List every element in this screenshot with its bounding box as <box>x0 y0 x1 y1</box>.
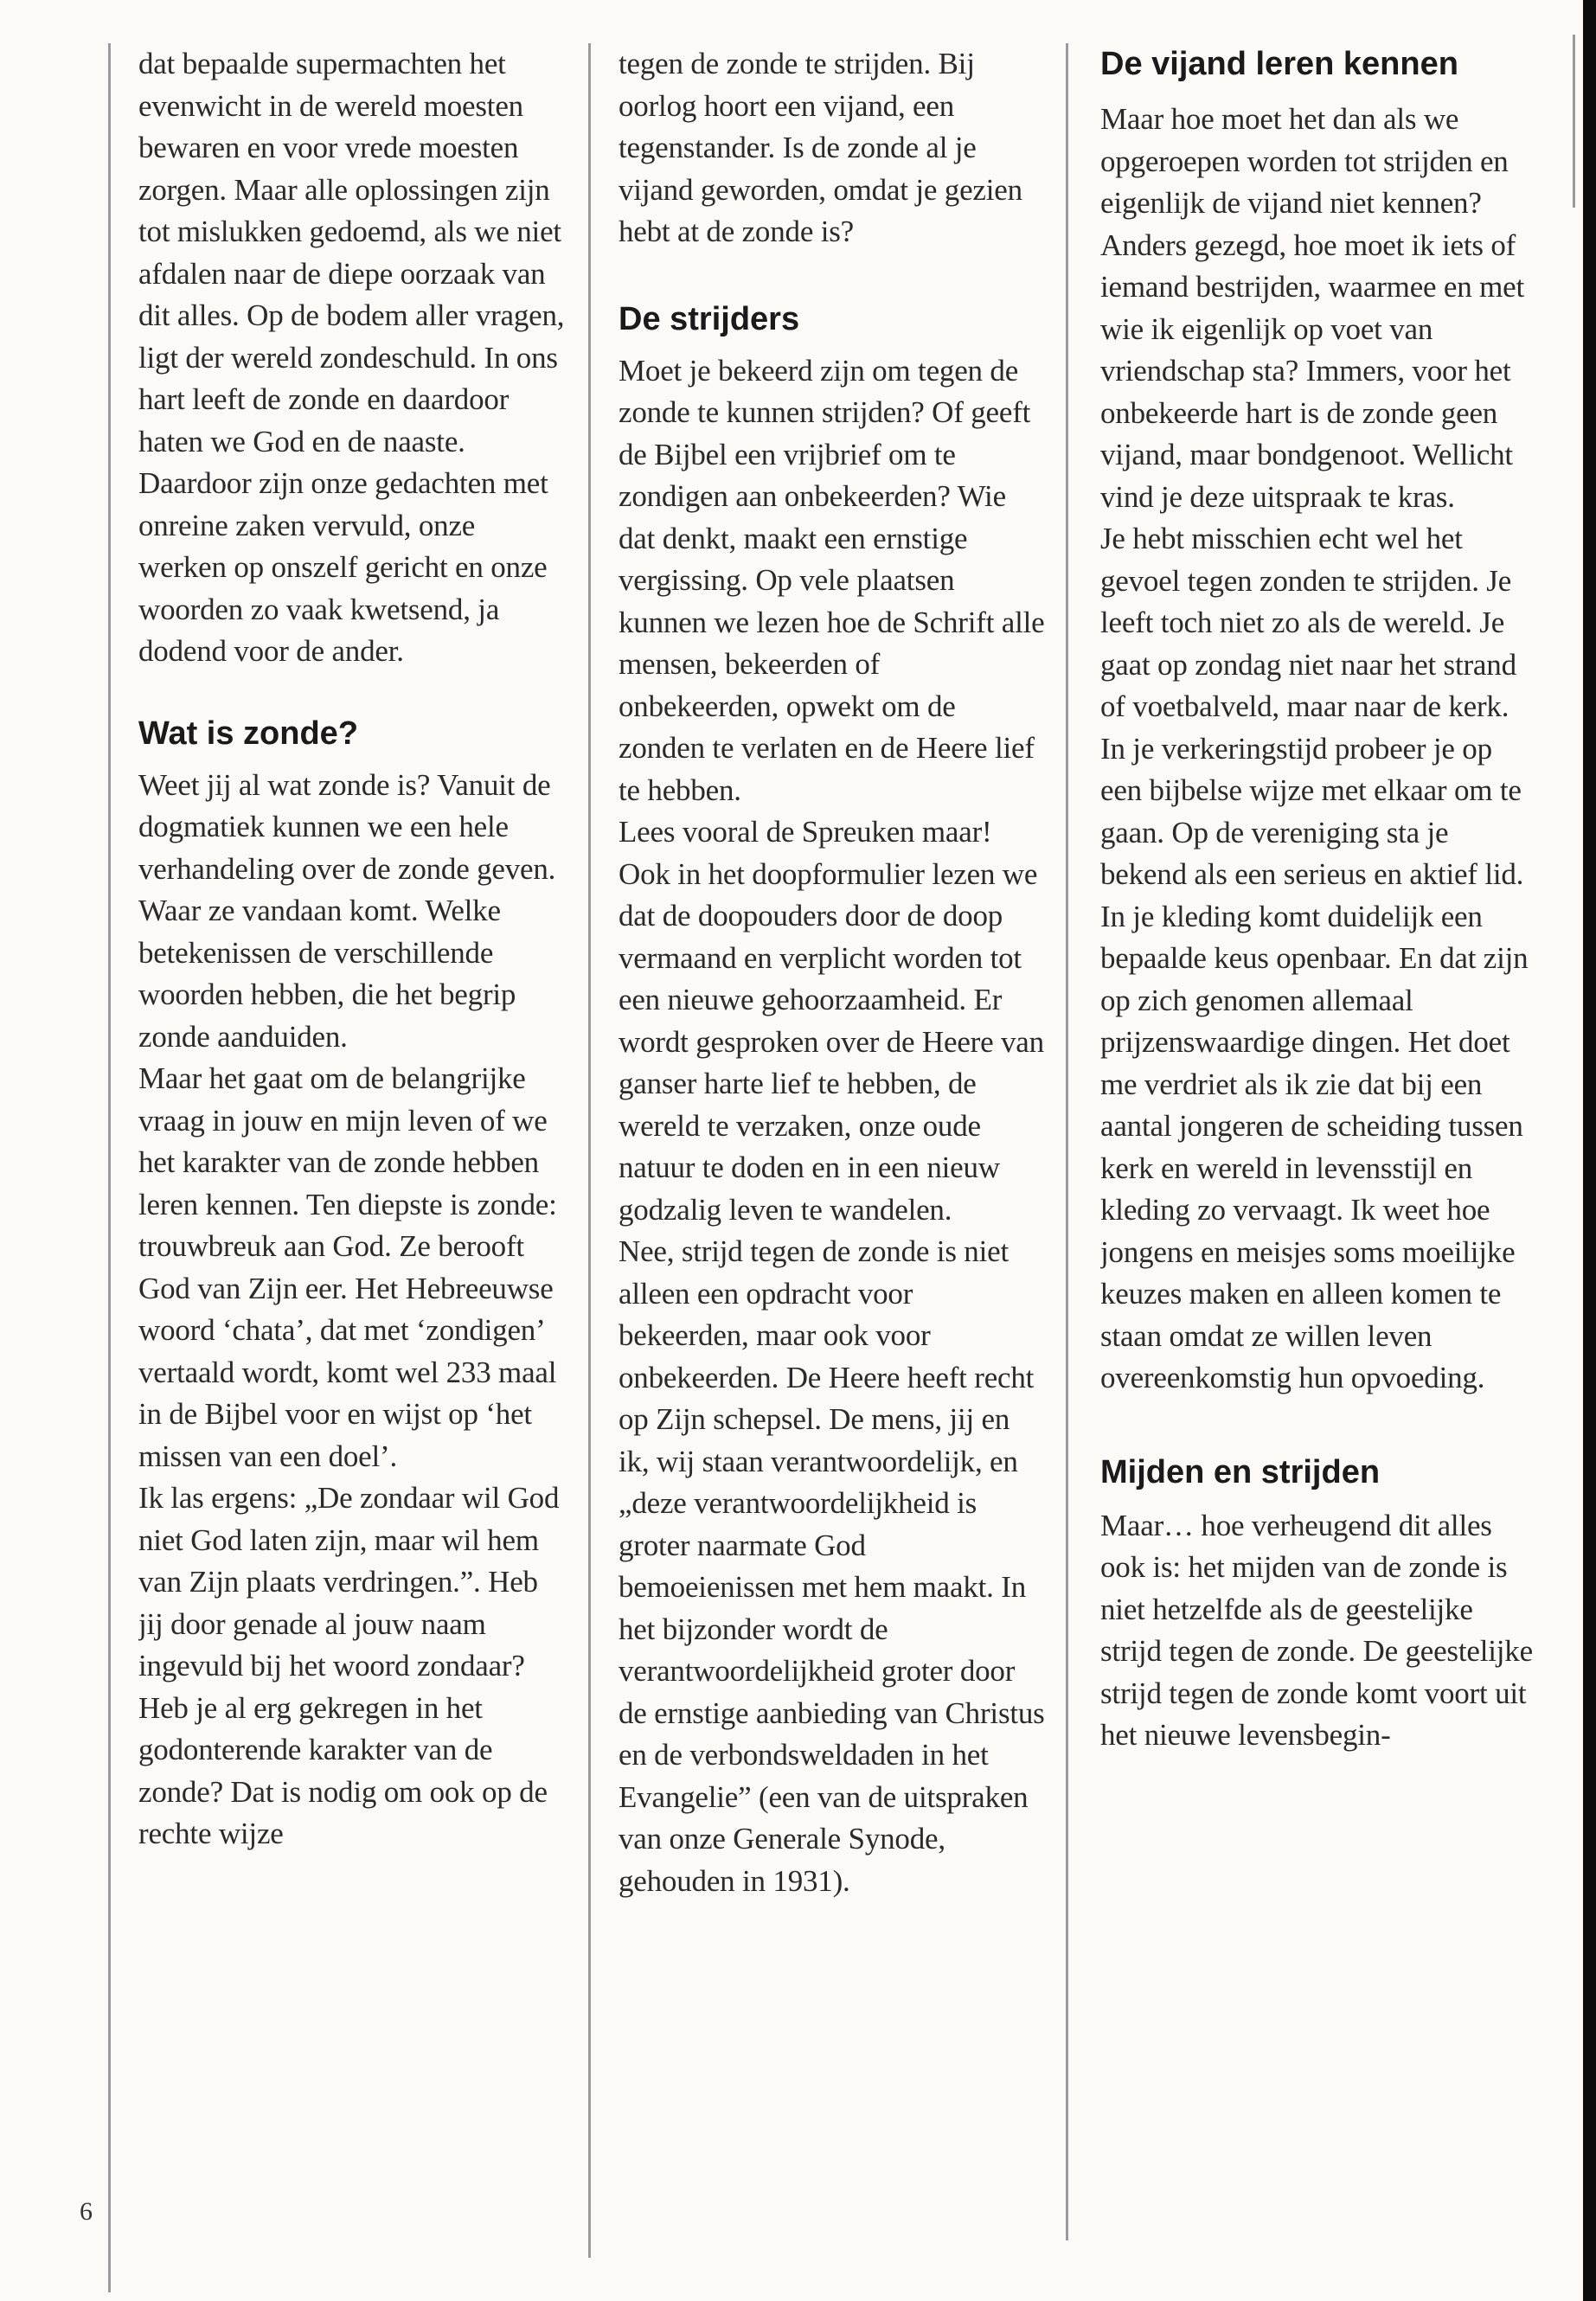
heading-mijden-en-strijden: Mijden en strijden <box>1100 1453 1381 1490</box>
paragraph: Lees vooral de Spreuken maar! Ook in het doopformulier lezen we dat de doopouders door de doop vermaand en verplicht worden tot een nieuwe gehoorzaamheid. Er wordt gesproken over de Heere van ganser harte lief te hebben, de wereld te verzaken, onze oude natuur te doden en in een nieuw godzalig leven te wandelen. <box>619 815 1044 1227</box>
text-column-3 <box>1100 43 1533 2301</box>
column-rule-left <box>108 43 111 2292</box>
heading-de-vijand-leren-kennen: De vijand leren kennen <box>1100 46 1458 82</box>
scan-edge <box>1583 0 1596 2301</box>
column-rule-right <box>1066 43 1068 2240</box>
column-rule-middle <box>588 43 591 2258</box>
text-column-2 <box>619 43 1047 2301</box>
text-column-1 <box>138 43 567 2301</box>
paragraph: Je hebt misschien echt wel het gevoel tegen zonden te strijden. Je leeft toch niet zo als de wereld. Je gaat op zondag niet naar het strand of voetbalveld, maar naar de kerk. <box>1100 522 1516 723</box>
page-number: 6 <box>80 2197 93 2226</box>
paragraph: Weet jij al wat zonde is? Vanuit de dogmatiek kunnen we een hele verhandeling over de zonde geven. Waar ze vandaan komt. Welke betekenissen de verschillende woorden hebben, die het begrip zonde aanduiden. <box>138 767 556 1054</box>
heading-de-strijders: De strijders <box>619 300 800 337</box>
paragraph: tegen de zonde te strijden. Bij oorlog hoort een vijand, een tegenstander. Is de zonde al je vijand geworden, omdat je gezien hebt at de zonde is? <box>619 47 1022 248</box>
page-edge-rule <box>1573 35 1575 208</box>
paragraph: In je verkeringstijd probeer je op een bijbelse wijze met elkaar om te gaan. Op de vereniging sta je bekend als een serieus en aktief lid. In je kleding komt duidelijk een bepaalde keus openbaar. En dat zijn op zich genomen allemaal prijzenswaardige dingen. Het doet me verdriet als ik zie dat bij een aantal jongeren de scheiding tussen kerk en wereld in levensstijl en kleding zo vervaagt. Ik weet hoe jongens en meisjes soms moeilijke keuzes maken en alleen komen te staan omdat ze willen leven overeenkomstig hun opvoeding. <box>1100 731 1529 1394</box>
heading-wat-is-zonde: Wat is zonde? <box>138 715 359 752</box>
paragraph: Maar… hoe verheugend dit alles ook is: het mijden van de zonde is niet hetzelfde als de geestelijke strijd tegen de zonde. De geestelijke strijd tegen de zonde komt voort uit het nieuwe levensbegin- <box>1100 1508 1533 1752</box>
paragraph: Maar hoe moet het dan als we opgeroepen worden tot strijden en eigenlijk de vijand niet kennen? Anders gezegd, hoe moet ik iets of iemand bestrijden, waarmee en met wie ik eigenlijk op voet van vriendschap sta? Immers, voor het onbekeerde hart is de zonde geen vijand, maar bondgenoot. Wellicht vind je deze uitspraak te kras. <box>1100 102 1524 514</box>
paragraph: Nee, strijd tegen de zonde is niet alleen een opdracht voor bekeerden, maar ook voor onbekeerden. De Heere heeft recht op Zijn schepsel. De mens, jij en ik, wij staan verantwoordelijk, en „deze verantwoordelijkheid is groter naarmate God bemoeienissen met hem maakt. In het bijzonder wordt de verantwoordelijkheid groter door de ernstige aanbieding van Christus en de verbondsweldaden in het Evangelie” (een van de uitspraken van onze Generale Synode, gehouden in 1931). <box>619 1234 1045 1898</box>
paragraph: Maar het gaat om de belangrijke vraag in jouw en mijn leven of we het karakter van de zonde hebben leren kennen. Ten diepste is zonde: trouwbreuk aan God. Ze berooft God van Zijn eer. Het Hebreeuwse woord ‘chata’, dat met ‘zondigen’ vertaald wordt, komt wel 233 maal in de Bijbel voor en wijst op ‘het missen van een doel’. <box>138 1061 557 1473</box>
paragraph: Ik las ergens: „De zondaar wil God niet God laten zijn, maar wil hem van Zijn plaats verdringen.”. Heb jij door genade al jouw naam ingevuld bij het woord zondaar? Heb je al erg gekregen in het godonterende karakter van de zonde? Dat is nodig om ook op de rechte wijze <box>138 1481 560 1850</box>
paragraph: Moet je bekeerd zijn om tegen de zonde te kunnen strijden? Of geeft de Bijbel een vrijbrief om te zondigen aan onbekeerden? Wie dat denkt, maakt een ernstige vergissing. Op vele plaatsen kunnen we lezen hoe de Schrift alle mensen, bekeerden of onbekeerden, opwekt om de zonden te verlaten en de Heere lief te hebben. <box>619 353 1045 807</box>
paragraph: dat bepaalde supermachten het evenwicht in de wereld moesten bewaren en voor vrede moesten zorgen. Maar alle oplossingen zijn tot mislukken gedoemd, als we niet afdalen naar de diepe oorzaak van dit alles. Op de bodem aller vragen, ligt der wereld zondeschuld. In ons hart leeft de zonde en daardoor haten we God en de naaste. Daardoor zijn onze gedachten met onreine zaken vervuld, onze werken op onszelf gericht en onze woorden zo vaak kwetsend, ja dodend voor de ander. <box>138 47 565 668</box>
